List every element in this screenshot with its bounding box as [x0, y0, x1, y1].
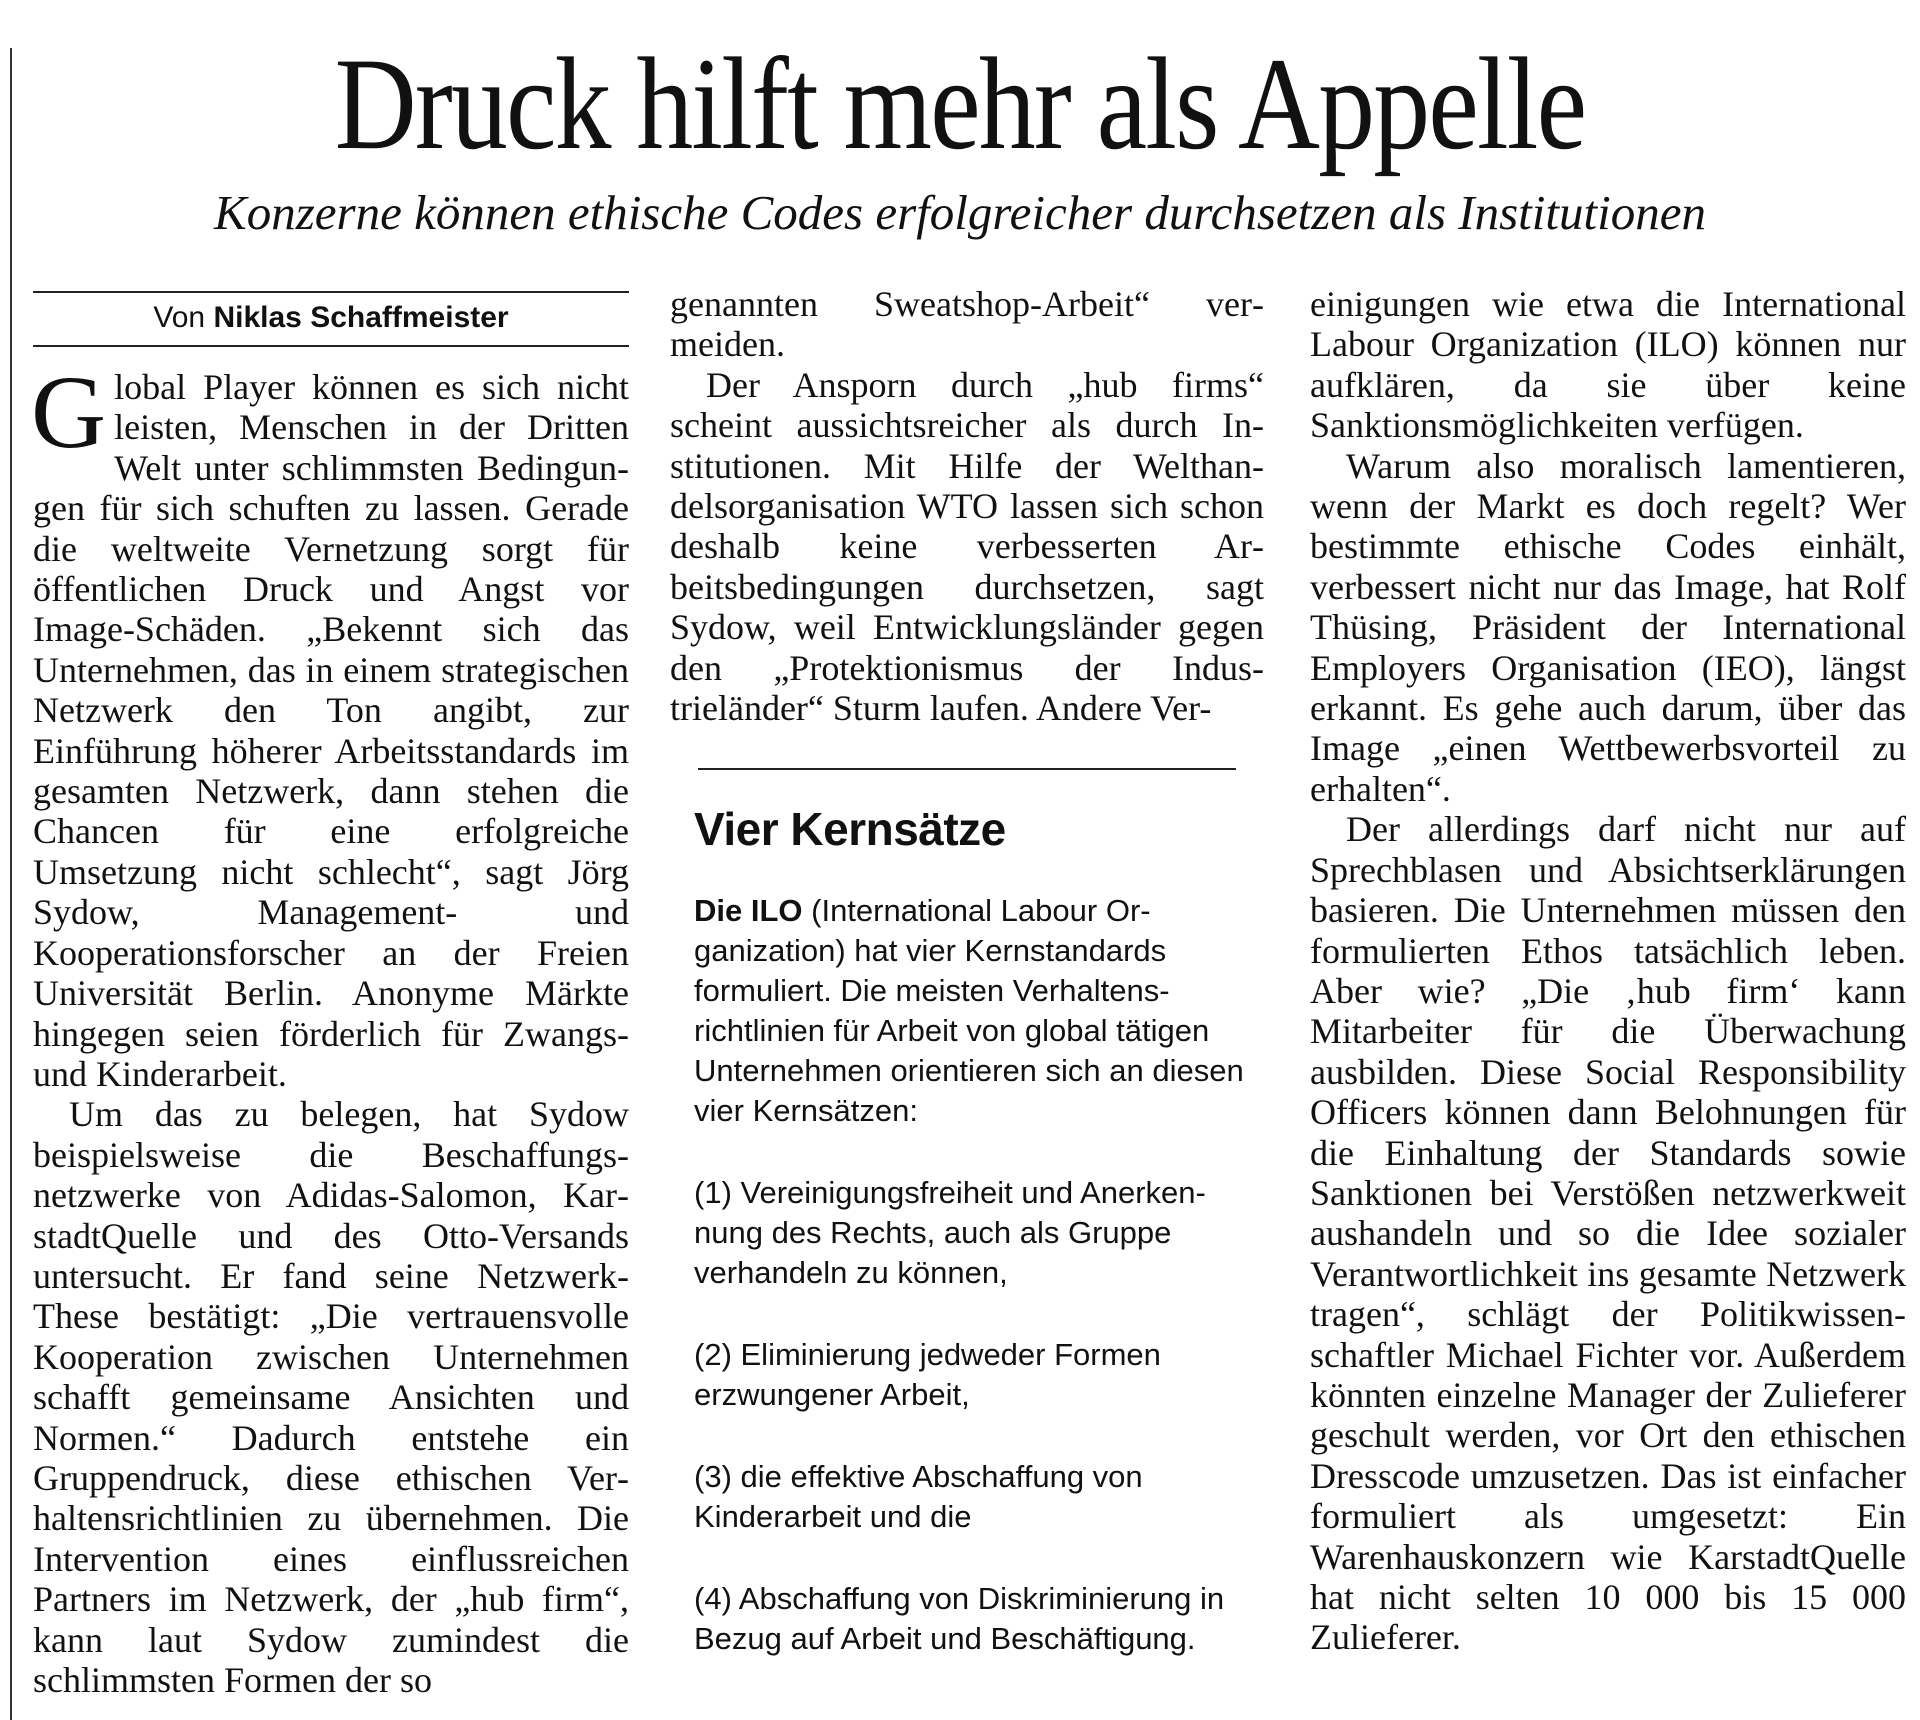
author-name: Niklas Schaffmeister	[213, 301, 509, 334]
drop-cap: G	[31, 355, 107, 470]
info-box-intro	[694, 891, 1250, 1131]
paragraph: Warum also moralisch lamentieren, wenn der Markt es doch regelt? Wer bestimmte ethische Codes einhält, verbessert nicht nur das Image, hat Rolf Thüsing, Präsident der International Employers Organisation (IEO), längst erkannt. Es gehe auch darum, über das Image „einen Wettbewerbsvorteil zu erhalten“.	[1310, 445, 1906, 809]
paragraph	[31, 355, 629, 1094]
info-box-item: (3) die effektive Abschaffung von Kinderarbeit und die	[694, 1458, 1143, 1534]
subheadline: Konzerne können ethische Codes erfolgreicher durchsetzen als Institutionen	[214, 185, 1706, 240]
info-box-intro-text: (International Labour Organization) hat vier Kernstandards formuliert. Die meisten Verhaltensrichtlinien für Arbeit von global tätigen Unternehmen orientieren sich an diesen vier Kernsätzen:	[694, 892, 1244, 1128]
column-rule	[10, 48, 12, 1720]
byline	[33, 291, 629, 347]
headline: Druck hilft mehr als Appelle	[334, 30, 1586, 177]
info-box-item: (4) Abschaffung von Diskriminierung in Bezug auf Arbeit und Beschäftigung.	[694, 1580, 1225, 1656]
article-column-1	[33, 287, 629, 1700]
info-box-item: (2) Eliminierung jedweder Formen erzwungener Arbeit,	[694, 1336, 1161, 1412]
info-box-intro-bold: Die ILO	[694, 892, 803, 928]
article-column-2	[670, 284, 1264, 728]
paragraph: genannten Sweatshop-Arbeit“ vermeiden.	[670, 284, 1264, 365]
info-box-rule	[698, 768, 1236, 770]
paragraph-text: lobal Player können es sich nicht leisten, Menschen in der Dritten Welt unter schlimmsten Bedingungen für sich schuften zu lassen. Gerade die weltweite Vernetzung sorgt für öffentlichen Druck und Angst vor Image-Schäden. „Bekennt sich das Unternehmen, das in einem strategischen Netzwerk den Ton angibt, zur Einführung höherer Arbeitsstandards im gesamten Netzwerk, dann stehen die Chancen für eine erfolgreiche Umsetzung nicht schlecht“, sagt Jörg Sydow, Management- und Kooperationsforscher an der Freien Universität Berlin. Anonyme Märkte hingegen seien förderlich für Zwangs- und Kinderarbeit.	[33, 367, 629, 1094]
article-column-3	[1310, 284, 1906, 1658]
info-box-title: Vier Kernsätze	[694, 803, 1006, 855]
paragraph: einigungen wie etwa die International Labour Organization (ILO) können nur aufklären, da sie über keine Sanktionsmöglichkeiten verfügen.	[1310, 284, 1906, 446]
byline-prefix: Von	[153, 301, 206, 334]
paragraph: Der allerdings darf nicht nur auf Sprechblasen und Absichtserklärungen basieren. Die Unternehmen müssen den formulierten Ethos tatsächlich leben. Aber wie? „Die ‚hub firm‘ kann Mitarbeiter für die Überwachung ausbilden. Diese Social Responsibility Officers können dann Belohnungen für die Einhaltung der Standards sowie Sanktionen bei Verstößen netzwerkweit aushandeln und so die Idee sozialer Verantwortlichkeit ins gesamte Netzwerk tragen“, schlägt der Politikwissenschaftler Michael Fichter vor. Außerdem könnten einzelne Manager der Zulieferer geschult werden, vor Ort den ethischen Dresscode umzusetzen. Das ist einfacher formuliert als umgesetzt: Ein Warenhauskonzern wie KarstadtQuelle hat nicht selten 10 000 bis 15 000 Zulieferer.	[1310, 809, 1906, 1658]
paragraph: Der Ansporn durch „hub firms“ scheint aussichtsreicher als durch Institutionen. Mit Hilfe der Welthandelsorganisation WTO lassen sich schon deshalb keine verbesserten Arbeitsbedingungen durchsetzen, sagt Sydow, weil Entwicklungsländer gegen den „Protektionismus der Industrieländer“ Sturm laufen. Andere Ver-	[670, 364, 1264, 729]
paragraph: Um das zu belegen, hat Sydow beispielsweise die Beschaffungsnetzwerke von Adidas-Salomon, KarstadtQuelle und des Otto-Versands untersucht. Er fand seine Netzwerk-These bestätigt: „Die vertrauensvolle Kooperation zwischen Unternehmen schafft gemeinsame Ansichten und Normen.“ Dadurch entstehe ein Gruppendruck, diese ethischen Verhaltensrichtlinien zu übernehmen. Die Intervention eines einflussreichen Partners im Netzwerk, der „hub firm“, kann laut Sydow zumindest die schlimmsten Formen der so	[33, 1094, 629, 1700]
info-box	[690, 768, 1250, 1659]
info-box-item: (1) Vereinigungsfreiheit und Anerkennung des Rechts, auch als Gruppe verhandeln zu können,	[694, 1174, 1206, 1290]
